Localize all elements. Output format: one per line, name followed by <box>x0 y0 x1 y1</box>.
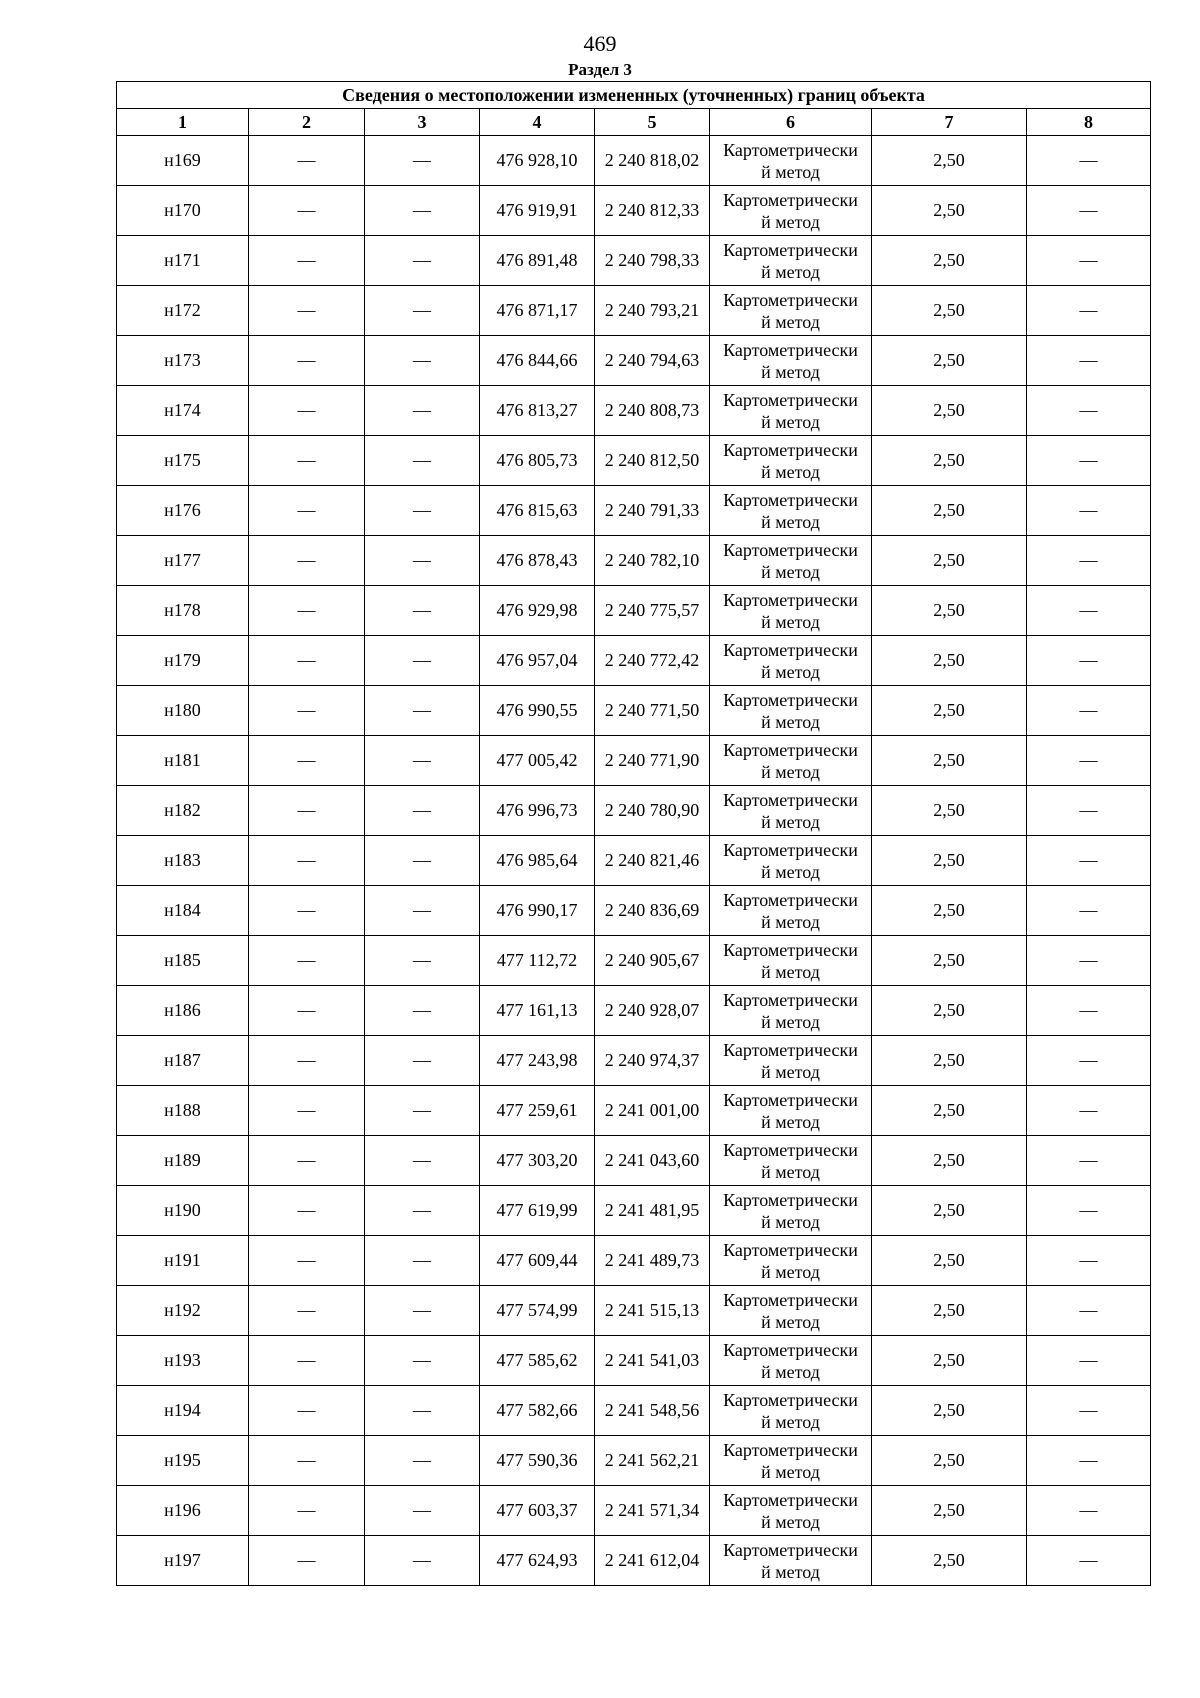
y-coord-cell: 2 241 001,00 <box>595 1086 710 1136</box>
col8-cell: — <box>1027 986 1151 1036</box>
col2-cell: — <box>249 1186 365 1236</box>
col3-cell: — <box>365 586 480 636</box>
x-coord-cell: 476 928,10 <box>480 136 595 186</box>
x-coord-cell: 476 990,17 <box>480 886 595 936</box>
col8-cell: — <box>1027 1086 1151 1136</box>
col2-cell: — <box>249 1386 365 1436</box>
point-name-cell: н195 <box>117 1436 249 1486</box>
table-row <box>117 1086 1151 1136</box>
col3-cell: — <box>365 636 480 686</box>
col2-cell: — <box>249 936 365 986</box>
point-name-cell: н190 <box>117 1186 249 1236</box>
col8-cell: — <box>1027 936 1151 986</box>
col2-cell: — <box>249 1336 365 1386</box>
accuracy-cell: 2,50 <box>872 586 1027 636</box>
col8-cell: — <box>1027 386 1151 436</box>
table-row <box>117 936 1151 986</box>
accuracy-cell: 2,50 <box>872 236 1027 286</box>
col2-cell: — <box>249 786 365 836</box>
point-name-cell: н196 <box>117 1486 249 1536</box>
method-cell: Картометрически й метод <box>710 986 872 1036</box>
col8-cell: — <box>1027 1486 1151 1536</box>
y-coord-cell: 2 241 541,03 <box>595 1336 710 1386</box>
x-coord-cell: 476 996,73 <box>480 786 595 836</box>
point-name-cell: н176 <box>117 486 249 536</box>
method-cell: Картометрически й метод <box>710 1236 872 1286</box>
method-cell: Картометрически й метод <box>710 636 872 686</box>
accuracy-cell: 2,50 <box>872 486 1027 536</box>
y-coord-cell: 2 240 821,46 <box>595 836 710 886</box>
col3-cell: — <box>365 286 480 336</box>
method-cell: Картометрически й метод <box>710 886 872 936</box>
column-header-8: 8 <box>1027 109 1151 136</box>
col3-cell: — <box>365 886 480 936</box>
x-coord-cell: 477 582,66 <box>480 1386 595 1436</box>
table-row <box>117 1036 1151 1086</box>
col8-cell: — <box>1027 136 1151 186</box>
col2-cell: — <box>249 436 365 486</box>
point-name-cell: н197 <box>117 1536 249 1586</box>
x-coord-cell: 477 005,42 <box>480 736 595 786</box>
point-name-cell: н181 <box>117 736 249 786</box>
col2-cell: — <box>249 236 365 286</box>
col2-cell: — <box>249 136 365 186</box>
y-coord-cell: 2 240 798,33 <box>595 236 710 286</box>
table-row <box>117 836 1151 886</box>
point-name-cell: н178 <box>117 586 249 636</box>
col3-cell: — <box>365 1386 480 1436</box>
table-row <box>117 686 1151 736</box>
x-coord-cell: 476 929,98 <box>480 586 595 636</box>
method-cell: Картометрически й метод <box>710 1086 872 1136</box>
accuracy-cell: 2,50 <box>872 936 1027 986</box>
x-coord-cell: 477 259,61 <box>480 1086 595 1136</box>
col8-cell: — <box>1027 1536 1151 1586</box>
table-row <box>117 536 1151 586</box>
col8-cell: — <box>1027 1286 1151 1336</box>
y-coord-cell: 2 240 775,57 <box>595 586 710 636</box>
point-name-cell: н182 <box>117 786 249 836</box>
col3-cell: — <box>365 936 480 986</box>
method-cell: Картометрически й метод <box>710 136 872 186</box>
table-row <box>117 636 1151 686</box>
table-row <box>117 336 1151 386</box>
table-row <box>117 136 1151 186</box>
accuracy-cell: 2,50 <box>872 1136 1027 1186</box>
col3-cell: — <box>365 836 480 886</box>
col3-cell: — <box>365 386 480 436</box>
accuracy-cell: 2,50 <box>872 736 1027 786</box>
point-name-cell: н179 <box>117 636 249 686</box>
table-row <box>117 1186 1151 1236</box>
y-coord-cell: 2 240 928,07 <box>595 986 710 1036</box>
method-cell: Картометрически й метод <box>710 836 872 886</box>
x-coord-cell: 476 805,73 <box>480 436 595 486</box>
col2-cell: — <box>249 1286 365 1336</box>
accuracy-cell: 2,50 <box>872 1486 1027 1536</box>
x-coord-cell: 476 844,66 <box>480 336 595 386</box>
col3-cell: — <box>365 1036 480 1086</box>
col2-cell: — <box>249 486 365 536</box>
point-name-cell: н188 <box>117 1086 249 1136</box>
col2-cell: — <box>249 386 365 436</box>
col8-cell: — <box>1027 236 1151 286</box>
y-coord-cell: 2 240 818,02 <box>595 136 710 186</box>
accuracy-cell: 2,50 <box>872 1236 1027 1286</box>
col8-cell: — <box>1027 286 1151 336</box>
y-coord-cell: 2 241 562,21 <box>595 1436 710 1486</box>
col3-cell: — <box>365 336 480 386</box>
col2-cell: — <box>249 336 365 386</box>
col8-cell: — <box>1027 1186 1151 1236</box>
x-coord-cell: 477 619,99 <box>480 1186 595 1236</box>
table-row <box>117 586 1151 636</box>
method-cell: Картометрически й метод <box>710 686 872 736</box>
col2-cell: — <box>249 1486 365 1536</box>
accuracy-cell: 2,50 <box>872 1086 1027 1136</box>
col3-cell: — <box>365 186 480 236</box>
col3-cell: — <box>365 786 480 836</box>
method-cell: Картометрически й метод <box>710 486 872 536</box>
column-header-5: 5 <box>595 109 710 136</box>
table-row <box>117 1236 1151 1286</box>
point-name-cell: н187 <box>117 1036 249 1086</box>
point-name-cell: н186 <box>117 986 249 1036</box>
method-cell: Картометрически й метод <box>710 186 872 236</box>
x-coord-cell: 477 585,62 <box>480 1336 595 1386</box>
method-cell: Картометрически й метод <box>710 536 872 586</box>
x-coord-cell: 477 112,72 <box>480 936 595 986</box>
accuracy-cell: 2,50 <box>872 436 1027 486</box>
x-coord-cell: 476 985,64 <box>480 836 595 886</box>
col2-cell: — <box>249 1436 365 1486</box>
table-caption: Сведения о местоположении измененных (уточненных) границ объекта <box>117 82 1151 109</box>
column-header-6: 6 <box>710 109 872 136</box>
x-coord-cell: 477 603,37 <box>480 1486 595 1536</box>
accuracy-cell: 2,50 <box>872 1186 1027 1236</box>
col2-cell: — <box>249 186 365 236</box>
point-name-cell: н173 <box>117 336 249 386</box>
x-coord-cell: 476 813,27 <box>480 386 595 436</box>
column-header-7: 7 <box>872 109 1027 136</box>
col3-cell: — <box>365 1286 480 1336</box>
col2-cell: — <box>249 586 365 636</box>
col2-cell: — <box>249 1036 365 1086</box>
x-coord-cell: 476 957,04 <box>480 636 595 686</box>
column-header-1: 1 <box>117 109 249 136</box>
method-cell: Картометрически й метод <box>710 1336 872 1386</box>
table-row <box>117 286 1151 336</box>
x-coord-cell: 476 878,43 <box>480 536 595 586</box>
accuracy-cell: 2,50 <box>872 636 1027 686</box>
coordinates-table <box>116 81 1151 1586</box>
table-body <box>117 136 1151 1586</box>
col3-cell: — <box>365 436 480 486</box>
point-name-cell: н175 <box>117 436 249 486</box>
method-cell: Картометрически й метод <box>710 436 872 486</box>
x-coord-cell: 476 990,55 <box>480 686 595 736</box>
column-header-2: 2 <box>249 109 365 136</box>
col8-cell: — <box>1027 836 1151 886</box>
method-cell: Картометрически й метод <box>710 1136 872 1186</box>
point-name-cell: н169 <box>117 136 249 186</box>
section-title: Раздел 3 <box>568 60 632 79</box>
method-cell: Картометрически й метод <box>710 286 872 336</box>
x-coord-cell: 477 609,44 <box>480 1236 595 1286</box>
y-coord-cell: 2 241 481,95 <box>595 1186 710 1236</box>
y-coord-cell: 2 240 836,69 <box>595 886 710 936</box>
col2-cell: — <box>249 636 365 686</box>
col2-cell: — <box>249 736 365 786</box>
col8-cell: — <box>1027 536 1151 586</box>
y-coord-cell: 2 240 905,67 <box>595 936 710 986</box>
col2-cell: — <box>249 1236 365 1286</box>
col3-cell: — <box>365 1236 480 1286</box>
point-name-cell: н184 <box>117 886 249 936</box>
table-row <box>117 1386 1151 1436</box>
y-coord-cell: 2 240 808,73 <box>595 386 710 436</box>
x-coord-cell: 477 243,98 <box>480 1036 595 1086</box>
table-row <box>117 236 1151 286</box>
col8-cell: — <box>1027 186 1151 236</box>
col3-cell: — <box>365 986 480 1036</box>
table-row <box>117 1436 1151 1486</box>
accuracy-cell: 2,50 <box>872 686 1027 736</box>
table-row <box>117 1336 1151 1386</box>
accuracy-cell: 2,50 <box>872 186 1027 236</box>
accuracy-cell: 2,50 <box>872 1036 1027 1086</box>
table-row <box>117 186 1151 236</box>
col2-cell: — <box>249 1136 365 1186</box>
method-cell: Картометрически й метод <box>710 736 872 786</box>
x-coord-cell: 477 574,99 <box>480 1286 595 1336</box>
table-row <box>117 1486 1151 1536</box>
point-name-cell: н185 <box>117 936 249 986</box>
col3-cell: — <box>365 1336 480 1386</box>
y-coord-cell: 2 240 780,90 <box>595 786 710 836</box>
accuracy-cell: 2,50 <box>872 1386 1027 1436</box>
point-name-cell: н194 <box>117 1386 249 1436</box>
col2-cell: — <box>249 1536 365 1586</box>
accuracy-cell: 2,50 <box>872 386 1027 436</box>
method-cell: Картометрически й метод <box>710 1536 872 1586</box>
col2-cell: — <box>249 686 365 736</box>
point-name-cell: н174 <box>117 386 249 436</box>
y-coord-cell: 2 240 782,10 <box>595 536 710 586</box>
method-cell: Картометрически й метод <box>710 1486 872 1536</box>
col8-cell: — <box>1027 686 1151 736</box>
accuracy-cell: 2,50 <box>872 286 1027 336</box>
accuracy-cell: 2,50 <box>872 1436 1027 1486</box>
x-coord-cell: 477 303,20 <box>480 1136 595 1186</box>
col2-cell: — <box>249 536 365 586</box>
accuracy-cell: 2,50 <box>872 1336 1027 1386</box>
col3-cell: — <box>365 1186 480 1236</box>
method-cell: Картометрически й метод <box>710 336 872 386</box>
col8-cell: — <box>1027 1236 1151 1286</box>
table-row <box>117 986 1151 1036</box>
y-coord-cell: 2 240 771,90 <box>595 736 710 786</box>
accuracy-cell: 2,50 <box>872 536 1027 586</box>
method-cell: Картометрически й метод <box>710 1386 872 1436</box>
y-coord-cell: 2 241 515,13 <box>595 1286 710 1336</box>
col8-cell: — <box>1027 436 1151 486</box>
method-cell: Картометрически й метод <box>710 386 872 436</box>
y-coord-cell: 2 240 793,21 <box>595 286 710 336</box>
col3-cell: — <box>365 1486 480 1536</box>
y-coord-cell: 2 240 772,42 <box>595 636 710 686</box>
method-cell: Картометрически й метод <box>710 236 872 286</box>
header-row <box>117 109 1151 136</box>
table-row <box>117 386 1151 436</box>
method-cell: Картометрически й метод <box>710 936 872 986</box>
col2-cell: — <box>249 286 365 336</box>
accuracy-cell: 2,50 <box>872 1286 1027 1336</box>
col2-cell: — <box>249 1086 365 1136</box>
col3-cell: — <box>365 1136 480 1186</box>
point-name-cell: н172 <box>117 286 249 336</box>
table-row <box>117 736 1151 786</box>
col8-cell: — <box>1027 1036 1151 1086</box>
method-cell: Картометрически й метод <box>710 1436 872 1486</box>
y-coord-cell: 2 241 043,60 <box>595 1136 710 1186</box>
x-coord-cell: 476 871,17 <box>480 286 595 336</box>
x-coord-cell: 476 815,63 <box>480 486 595 536</box>
page-number: 469 <box>583 31 617 56</box>
column-header-3: 3 <box>365 109 480 136</box>
col2-cell: — <box>249 986 365 1036</box>
col8-cell: — <box>1027 586 1151 636</box>
y-coord-cell: 2 241 548,56 <box>595 1386 710 1436</box>
accuracy-cell: 2,50 <box>872 336 1027 386</box>
col8-cell: — <box>1027 1386 1151 1436</box>
table-row <box>117 436 1151 486</box>
col8-cell: — <box>1027 886 1151 936</box>
col8-cell: — <box>1027 336 1151 386</box>
point-name-cell: н191 <box>117 1236 249 1286</box>
y-coord-cell: 2 241 489,73 <box>595 1236 710 1286</box>
col8-cell: — <box>1027 486 1151 536</box>
accuracy-cell: 2,50 <box>872 986 1027 1036</box>
table-row <box>117 1286 1151 1336</box>
y-coord-cell: 2 240 812,33 <box>595 186 710 236</box>
col3-cell: — <box>365 686 480 736</box>
method-cell: Картометрически й метод <box>710 1286 872 1336</box>
method-cell: Картометрически й метод <box>710 586 872 636</box>
point-name-cell: н193 <box>117 1336 249 1386</box>
col3-cell: — <box>365 236 480 286</box>
y-coord-cell: 2 241 612,04 <box>595 1536 710 1586</box>
point-name-cell: н192 <box>117 1286 249 1336</box>
accuracy-cell: 2,50 <box>872 1536 1027 1586</box>
column-header-4: 4 <box>480 109 595 136</box>
point-name-cell: н177 <box>117 536 249 586</box>
accuracy-cell: 2,50 <box>872 786 1027 836</box>
y-coord-cell: 2 240 812,50 <box>595 436 710 486</box>
x-coord-cell: 476 919,91 <box>480 186 595 236</box>
y-coord-cell: 2 240 974,37 <box>595 1036 710 1086</box>
col2-cell: — <box>249 886 365 936</box>
accuracy-cell: 2,50 <box>872 136 1027 186</box>
col3-cell: — <box>365 1086 480 1136</box>
method-cell: Картометрически й метод <box>710 1186 872 1236</box>
point-name-cell: н189 <box>117 1136 249 1186</box>
table-row <box>117 1136 1151 1186</box>
point-name-cell: н183 <box>117 836 249 886</box>
method-cell: Картометрически й метод <box>710 786 872 836</box>
col8-cell: — <box>1027 1136 1151 1186</box>
y-coord-cell: 2 240 791,33 <box>595 486 710 536</box>
col3-cell: — <box>365 736 480 786</box>
col3-cell: — <box>365 136 480 186</box>
x-coord-cell: 477 161,13 <box>480 986 595 1036</box>
x-coord-cell: 476 891,48 <box>480 236 595 286</box>
y-coord-cell: 2 241 571,34 <box>595 1486 710 1536</box>
y-coord-cell: 2 240 794,63 <box>595 336 710 386</box>
table-row <box>117 1536 1151 1586</box>
accuracy-cell: 2,50 <box>872 836 1027 886</box>
x-coord-cell: 477 624,93 <box>480 1536 595 1586</box>
col3-cell: — <box>365 1436 480 1486</box>
x-coord-cell: 477 590,36 <box>480 1436 595 1486</box>
y-coord-cell: 2 240 771,50 <box>595 686 710 736</box>
col3-cell: — <box>365 536 480 586</box>
col8-cell: — <box>1027 1336 1151 1386</box>
col8-cell: — <box>1027 636 1151 686</box>
point-name-cell: н180 <box>117 686 249 736</box>
col3-cell: — <box>365 1536 480 1586</box>
col3-cell: — <box>365 486 480 536</box>
point-name-cell: н171 <box>117 236 249 286</box>
col2-cell: — <box>249 836 365 886</box>
col8-cell: — <box>1027 786 1151 836</box>
table-row <box>117 486 1151 536</box>
table-row <box>117 786 1151 836</box>
method-cell: Картометрически й метод <box>710 1036 872 1086</box>
table-row <box>117 886 1151 936</box>
col8-cell: — <box>1027 736 1151 786</box>
accuracy-cell: 2,50 <box>872 886 1027 936</box>
point-name-cell: н170 <box>117 186 249 236</box>
col8-cell: — <box>1027 1436 1151 1486</box>
